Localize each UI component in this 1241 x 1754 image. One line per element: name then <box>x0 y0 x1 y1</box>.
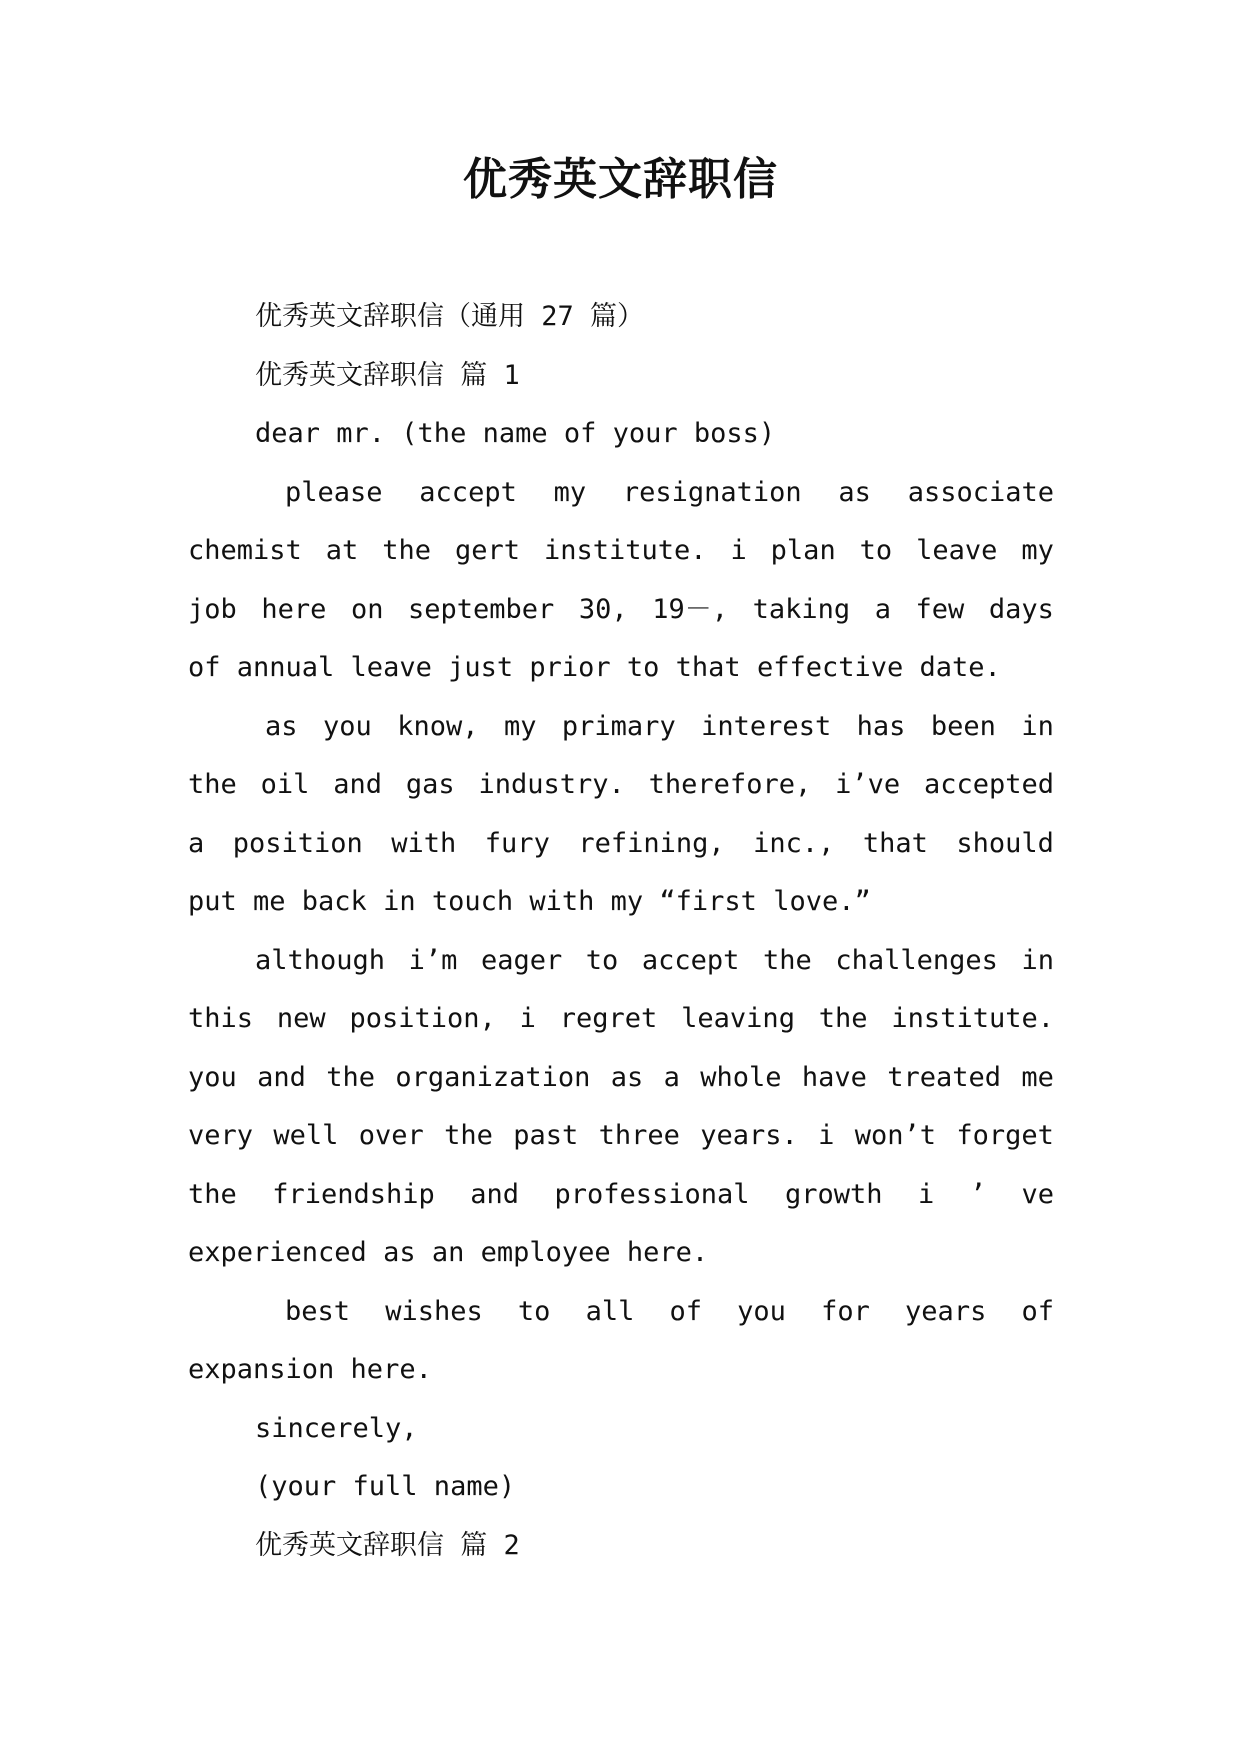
word: years <box>905 1295 987 1327</box>
word: days <box>988 593 1054 625</box>
word: position, <box>349 1003 496 1034</box>
word: industry. <box>478 769 625 800</box>
word: growth <box>785 1178 883 1210</box>
word: gert <box>454 535 520 566</box>
word: with <box>391 827 457 859</box>
paragraph-line <box>188 464 1054 523</box>
word: oil <box>260 769 310 800</box>
paragraph-line <box>188 932 1054 991</box>
word: chemist <box>188 535 302 566</box>
word: at <box>325 535 359 566</box>
word: organization <box>395 1061 591 1093</box>
word: should <box>956 827 1054 859</box>
word: a <box>188 827 205 859</box>
word: to <box>859 535 893 566</box>
document-body <box>188 288 1054 1575</box>
word: i <box>519 1003 536 1034</box>
word: eager <box>480 944 563 976</box>
word: that <box>862 827 928 859</box>
word: as <box>838 476 871 508</box>
word: institute. <box>891 1003 1054 1034</box>
word: taking <box>752 593 851 625</box>
word: leaving <box>681 1003 795 1034</box>
word: few <box>915 593 965 625</box>
paragraph-line <box>188 990 1054 1049</box>
word: me <box>1021 1061 1054 1093</box>
word: please <box>285 476 383 508</box>
word: all <box>585 1295 635 1327</box>
word: and <box>257 1061 306 1093</box>
word: the <box>444 1120 493 1151</box>
word: well <box>273 1120 339 1151</box>
paragraph-line <box>188 1166 1054 1225</box>
word: 19－, <box>652 593 729 625</box>
word: in <box>1021 944 1054 976</box>
word: won’t <box>854 1120 937 1151</box>
word: years. <box>700 1120 798 1151</box>
word: best <box>285 1295 351 1327</box>
word: i <box>730 535 747 566</box>
word: regret <box>559 1003 658 1034</box>
word: wishes <box>385 1295 483 1327</box>
word: whole <box>700 1061 782 1093</box>
word: i <box>818 1120 835 1151</box>
word: i’ve <box>835 769 901 800</box>
word: has <box>856 710 906 742</box>
word: the <box>818 1003 868 1034</box>
word: of <box>669 1295 703 1327</box>
word: past <box>513 1120 579 1151</box>
word: friendship <box>272 1178 435 1210</box>
word: for <box>821 1295 870 1327</box>
word: professional <box>554 1178 750 1210</box>
word: although <box>255 944 386 976</box>
paragraph-line <box>188 1283 1054 1342</box>
word: know, <box>397 710 479 742</box>
paragraph-line <box>188 698 1054 757</box>
word: three <box>598 1120 680 1151</box>
word: refining, <box>578 827 725 859</box>
word: 30, <box>578 593 628 625</box>
word: the <box>326 1061 376 1093</box>
word: job <box>188 593 237 625</box>
word: resignation <box>622 476 802 508</box>
paragraph-line <box>188 522 1054 581</box>
word: on <box>350 593 384 625</box>
word: ve <box>1021 1178 1054 1210</box>
word: gas <box>405 769 455 800</box>
word: treated <box>887 1061 1002 1093</box>
word: september <box>408 593 555 625</box>
word: leave <box>916 535 998 566</box>
word: my <box>503 710 537 742</box>
word: of <box>1021 1295 1054 1327</box>
word: in <box>1021 710 1054 742</box>
word: a <box>663 1061 680 1093</box>
word: accept <box>641 944 740 976</box>
paragraph-line <box>188 1107 1054 1166</box>
word: new <box>276 1003 326 1034</box>
word: i <box>918 1178 935 1210</box>
paragraph-line <box>188 581 1054 640</box>
word: the <box>188 1178 237 1210</box>
word: interest <box>701 710 832 742</box>
closing-line: sincerely, <box>255 1412 418 1444</box>
word: very <box>188 1120 254 1151</box>
word: you <box>188 1061 237 1093</box>
word: as <box>265 710 298 742</box>
document-title: 优秀英文辞职信 <box>463 154 778 205</box>
salutation-line: dear mr. (the name of your boss) <box>255 418 776 449</box>
word: a <box>874 593 891 625</box>
word: therefore, <box>648 769 812 800</box>
word: accepted <box>923 769 1054 800</box>
word: accept <box>419 476 517 508</box>
word: here <box>261 593 327 625</box>
word: you <box>737 1295 786 1327</box>
word: primary <box>561 710 676 742</box>
paragraph-line: of annual leave just prior to that effective date. <box>188 652 1001 683</box>
word: and <box>333 769 383 800</box>
section-heading-1: 优秀英文辞职信 篇 1 <box>255 359 520 391</box>
word: associate <box>907 476 1054 508</box>
word: and <box>470 1178 520 1210</box>
word: plan <box>770 535 836 566</box>
word: forget <box>956 1120 1054 1151</box>
word: this <box>188 1003 254 1034</box>
word: ’ <box>969 1178 986 1210</box>
word: my <box>1021 535 1054 566</box>
word: to <box>517 1295 551 1327</box>
paragraph-line: expansion here. <box>188 1354 432 1385</box>
word: i’m <box>408 944 458 976</box>
word: have <box>801 1061 867 1093</box>
word: as <box>610 1061 644 1093</box>
word: institute. <box>543 535 707 566</box>
word: been <box>930 710 996 742</box>
word: to <box>585 944 619 976</box>
subtitle-line: 优秀英文辞职信（通用 27 篇） <box>255 301 645 332</box>
word: the <box>382 535 431 566</box>
word: you <box>322 710 372 742</box>
word: fury <box>484 827 550 859</box>
signature-line: (your full name) <box>255 1471 516 1502</box>
paragraph-line: experienced as an employee here. <box>188 1237 709 1268</box>
word: inc., <box>753 827 835 859</box>
paragraph-line <box>188 815 1054 874</box>
word: position <box>232 827 363 859</box>
section-heading-2: 优秀英文辞职信 篇 2 <box>255 1529 520 1561</box>
word: the <box>188 769 237 800</box>
paragraph-line <box>188 1049 1054 1108</box>
word: my <box>553 476 587 508</box>
paragraph-line: put me back in touch with my “first love.” <box>188 886 871 917</box>
word: the <box>762 944 812 976</box>
word: challenges <box>835 944 998 976</box>
paragraph-line <box>188 756 1054 815</box>
word: over <box>358 1120 424 1151</box>
